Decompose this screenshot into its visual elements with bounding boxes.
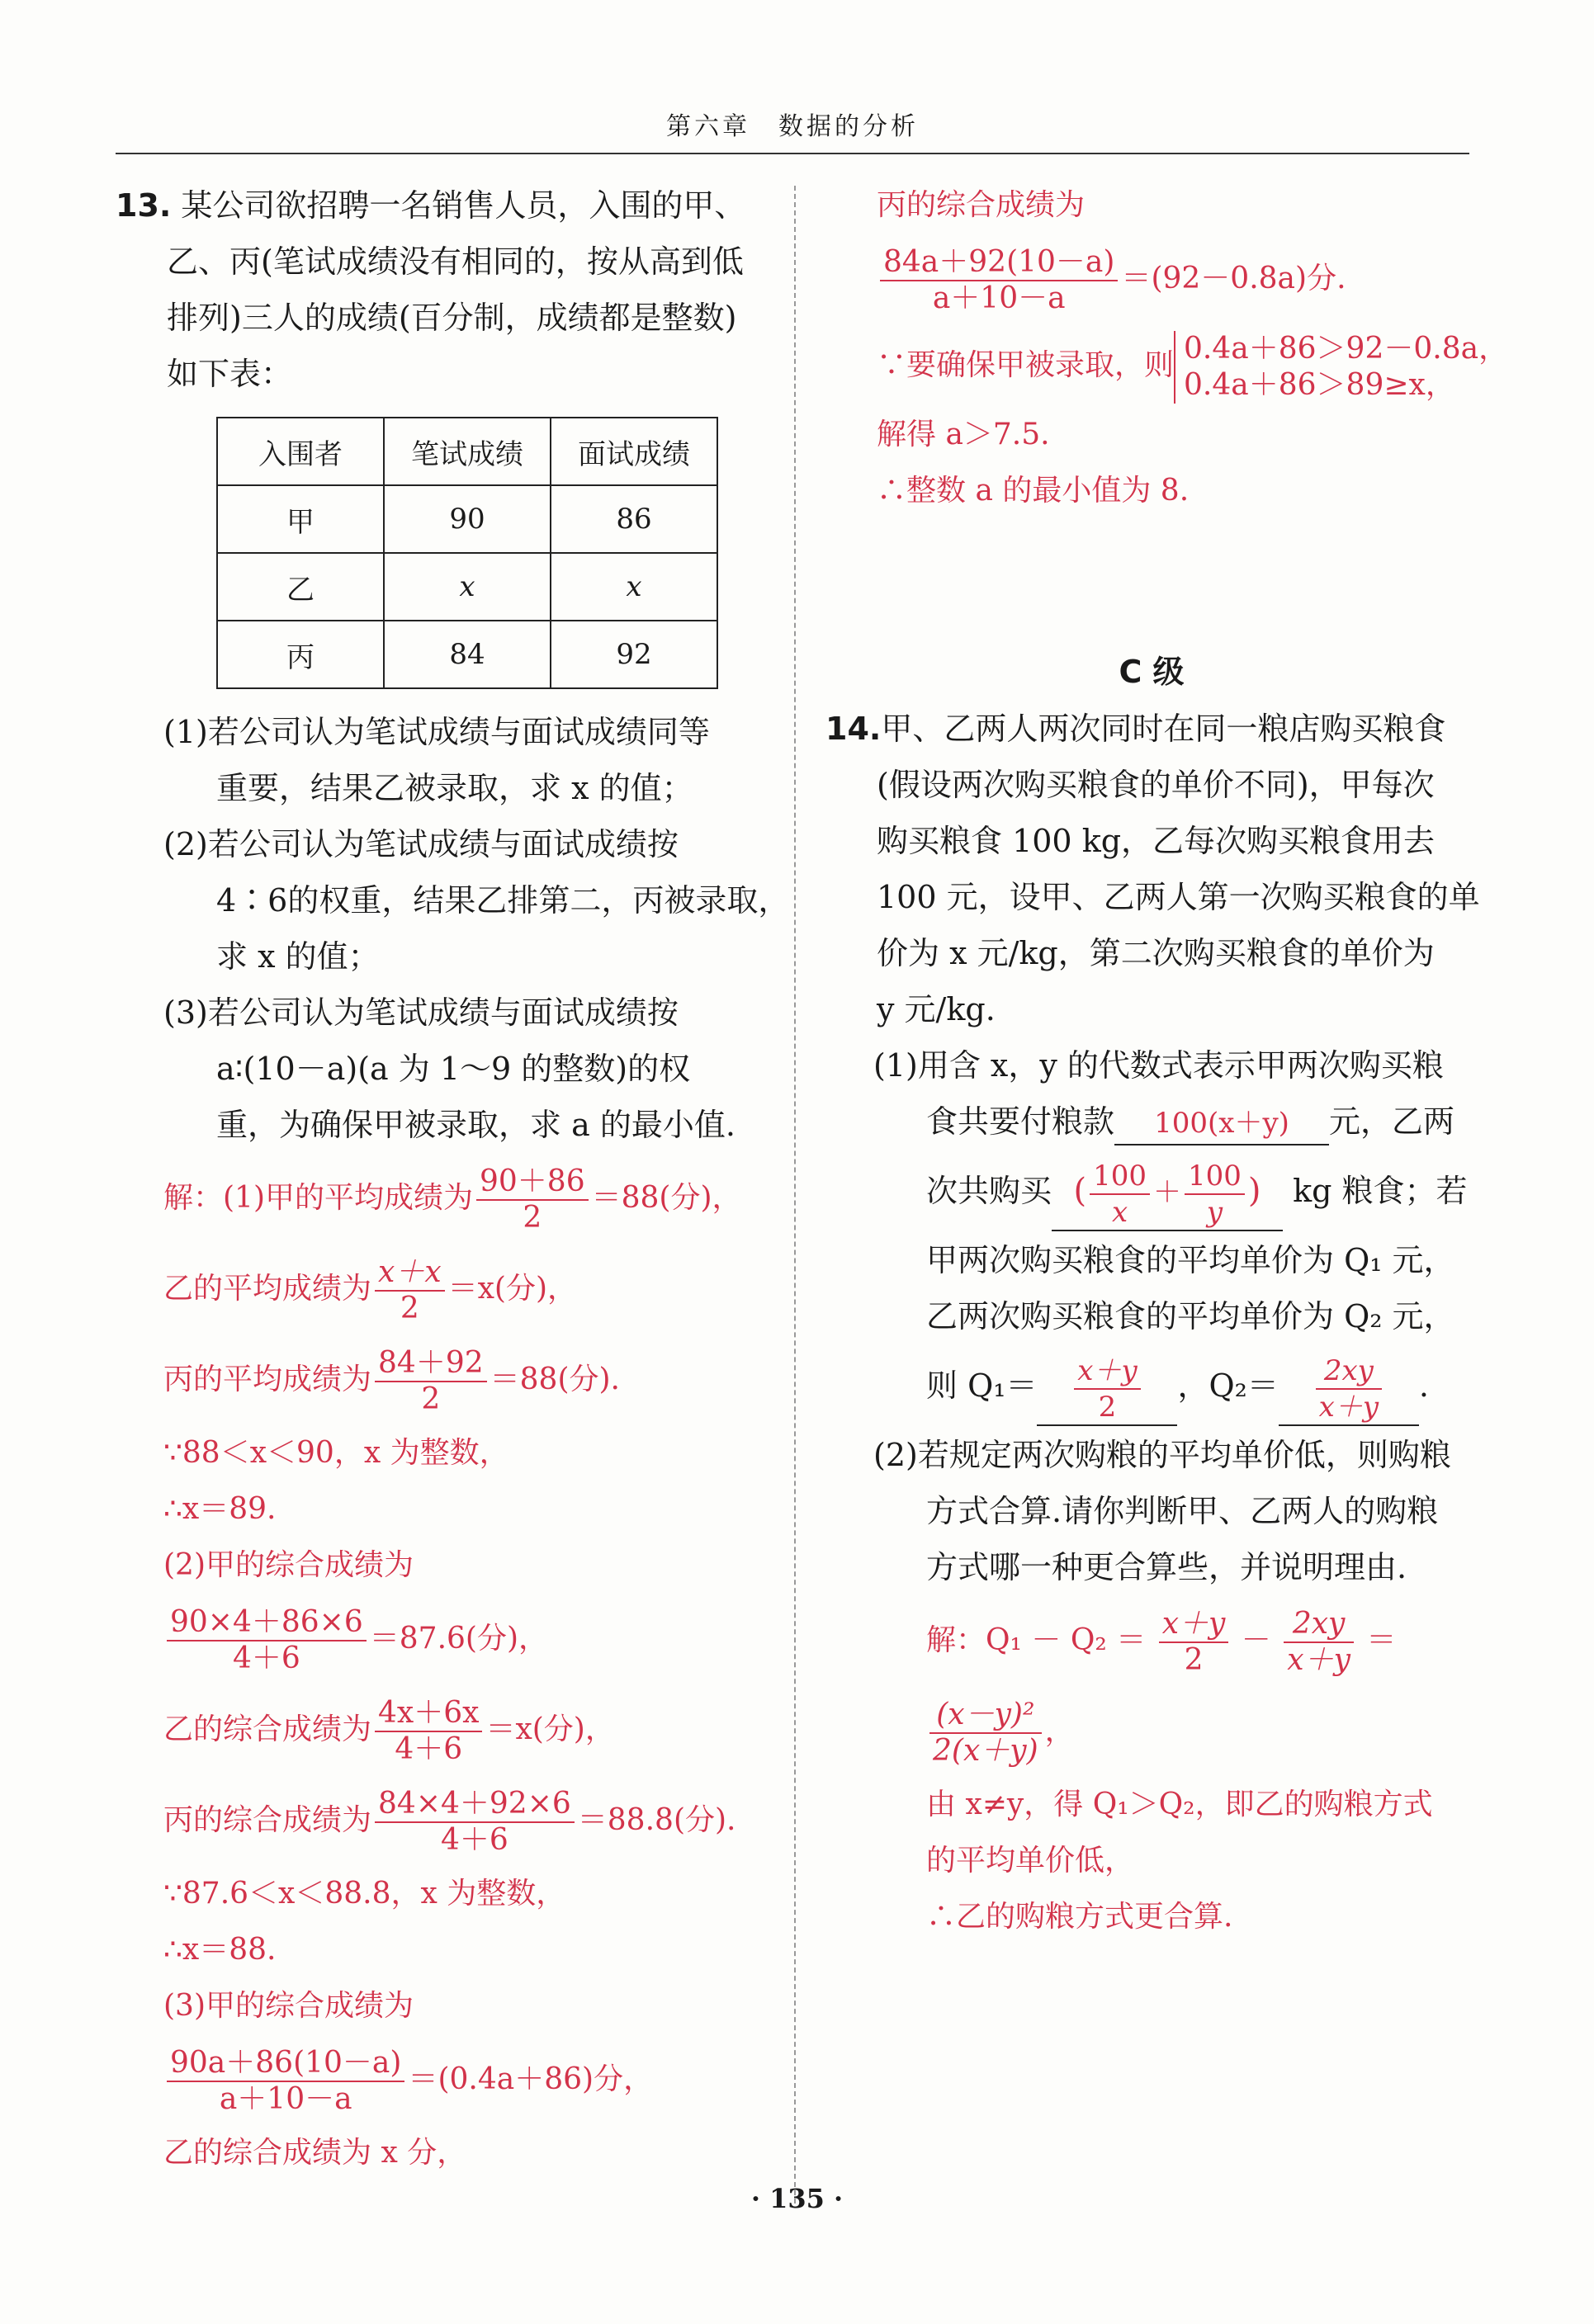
score-table xyxy=(216,417,718,689)
q14-stem-line-3: 购买粮食 100 kg，乙每次购买粮食用去 xyxy=(877,823,1436,859)
table-row xyxy=(217,553,717,621)
table-cell: 丙 xyxy=(217,621,384,688)
section-heading: C 级 xyxy=(1119,654,1185,690)
table-header: 面试成绩 xyxy=(551,418,717,485)
solution-line: (3)甲的综合成绩为 xyxy=(163,1989,414,2023)
table-cell: x xyxy=(551,553,717,621)
solution-line: (2)甲的综合成绩为 xyxy=(163,1548,414,1582)
chapter-header: 第六章 数据的分析 xyxy=(666,112,919,141)
fraction: $\frac{84a+92(10-a)}{a+10-a}$ xyxy=(880,245,1118,316)
solution-line: 乙的平均成绩为 $\frac{x+x}{2}$ ＝x(分)， xyxy=(163,1255,578,1325)
q14-stem-line-5: 价为 x 元/kg，第二次购买粮食的单价为 xyxy=(877,935,1435,971)
q13-stem-line-2: 乙、丙(笔试成绩没有相同的，按从高到低 xyxy=(167,243,744,280)
right-column xyxy=(825,177,1509,1945)
solution-line: 丙的综合成绩为 $\frac{84\times 4+92\times 6}{4+6}$ ＝88.8(分). xyxy=(163,1787,736,1857)
table-cell: 84 xyxy=(384,621,551,688)
solution-line: 解得 a＞7.5. xyxy=(877,418,1050,451)
solution-line: ∴整数 a 的最小值为 8. xyxy=(877,474,1190,508)
table-cell: 92 xyxy=(551,621,717,688)
q13-part2-line-3: 求 x 的值； xyxy=(216,938,380,975)
table-row xyxy=(217,621,717,688)
answer-blank: $\frac{x+y}{2}$ xyxy=(1037,1353,1177,1426)
q14-part2-line-2: 方式合算.请你判断甲、乙两人的购粮 xyxy=(926,1493,1439,1529)
q14-part1-line-5: 乙两次购买粮食的平均单价为 Q₂ 元， xyxy=(926,1298,1455,1334)
fraction: $\frac{90+86}{2}$ xyxy=(476,1164,589,1235)
q14-stem-line-4: 100 元，设甲、乙两人第一次购买粮食的单 xyxy=(877,879,1480,915)
solution-line: 丙的平均成绩为 $\frac{84+92}{2}$ ＝88(分). xyxy=(163,1346,620,1416)
solution-line: ∵88＜x＜90，x 为整数， xyxy=(163,1436,509,1470)
solution-line: 丙的综合成绩为 xyxy=(877,188,1086,222)
table-header: 入围者 xyxy=(217,418,384,485)
q14-stem-line-2: (假设两次购买粮食的单价不同)，甲每次 xyxy=(877,767,1435,803)
table-cell: 90 xyxy=(384,485,551,553)
fraction: $\frac{x+x}{2}$ xyxy=(375,1255,445,1326)
q13-part1-line-2: 重要，结果乙被录取，求 x 的值； xyxy=(216,770,693,806)
table-header: 笔试成绩 xyxy=(384,418,551,485)
answer-blank: 100(x＋y) xyxy=(1114,1103,1329,1145)
header-rule xyxy=(116,153,1469,154)
solution-line: 解：(1)甲的平均成绩为 $\frac{90+86}{2}$ ＝88(分)， xyxy=(163,1164,742,1235)
q14-part1-line-4: 甲两次购买粮食的平均单价为 Q₁ 元， xyxy=(926,1242,1455,1278)
q13-part2-line-2: 4∶6的权重，结果乙排第二，丙被录取， xyxy=(216,882,790,919)
table-cell: 甲 xyxy=(217,485,384,553)
q13-part3-line-3: 重，为确保甲被录取，求 a 的最小值. xyxy=(216,1107,736,1143)
table-cell: 86 xyxy=(551,485,717,553)
solution-line: 乙的综合成绩为 x 分， xyxy=(163,2136,467,2170)
table-row xyxy=(217,485,717,553)
q14-stem-line-1: 14.甲、乙两人两次同时在同一粮店购买粮食 xyxy=(825,711,1446,747)
q13-part3-line-2: a∶(10－a)(a 为 1～9 的整数)的权 xyxy=(216,1051,691,1087)
solution-line: ∴乙的购粮方式更合算. xyxy=(926,1900,1233,1934)
fraction: $\frac{84+92}{2}$ xyxy=(375,1346,487,1417)
solution-line: $\frac{90a+86(10-a)}{a+10-a}$ ＝(0.4a＋86)分， xyxy=(116,2034,768,2125)
q14-part2-line-3: 方式哪一种更合算些，并说明理由. xyxy=(926,1549,1407,1585)
solution-line: ∴x＝89. xyxy=(163,1492,277,1526)
left-column xyxy=(116,177,790,2181)
solution-line: 由 x≠y，得 Q₁＞Q₂，即乙的购粮方式 xyxy=(926,1788,1433,1821)
table-cell: x xyxy=(384,553,551,621)
q13-stem-line-4: 如下表： xyxy=(167,356,293,392)
page-number: · 135 · xyxy=(750,2183,844,2214)
q14-part1-line-2: 食共要付粮款 100(x＋y) 元，乙两 xyxy=(825,1094,1478,1150)
solution-line: $\frac{90\times 4+86\times 6}{4+6}$ ＝87.6(分)， xyxy=(116,1594,768,1684)
q13-stem-line-1: 13. 某公司欲招聘一名销售人员，入围的甲、 xyxy=(116,187,746,224)
q13-part2-line-1: (2)若公司认为笔试成绩与面试成绩按 xyxy=(163,826,679,862)
q14-stem-line-6: y 元/kg. xyxy=(877,991,996,1027)
q14-part1-line-1: (1)用含 x，y 的代数式表示甲两次购买粮 xyxy=(873,1047,1444,1084)
q14-part2-line-1: (2)若规定两次购粮的平均单价低，则购粮 xyxy=(873,1437,1451,1473)
fraction: $\frac{90a+86(10-a)}{a+10-a}$ xyxy=(167,2046,404,2117)
solution-line: 乙的综合成绩为 $\frac{4x+6x}{4+6}$ ＝x(分)， xyxy=(163,1696,615,1766)
solution-line: 的平均单价低， xyxy=(926,1844,1135,1878)
solution-line: $\frac{84a+92(10-a)}{a+10-a}$ ＝(92－0.8a)分. xyxy=(825,234,1478,324)
solution-line: ∵要确保甲被录取，则 0.4a＋86＞92－0.8a， 0.4a＋86＞89≥x， xyxy=(877,332,1509,402)
column-divider xyxy=(794,186,796,2204)
system-brace: 0.4a＋86＞92－0.8a， 0.4a＋86＞89≥x， xyxy=(1174,331,1508,404)
solution-line: $\frac{\text{(x－y)²}}{2(x+y)}$ ， xyxy=(825,1686,1478,1777)
solution-line: ∵87.6＜x＜88.8，x 为整数， xyxy=(163,1877,566,1911)
table-cell: 乙 xyxy=(217,553,384,621)
q14-number: 14. xyxy=(825,711,882,747)
table-header-row xyxy=(217,418,717,485)
fraction: $\frac{4x+6x}{4+6}$ xyxy=(375,1696,482,1767)
q13-number: 13. xyxy=(116,187,172,224)
answer-blank: $\frac{2xy}{x+y}$ xyxy=(1279,1353,1419,1426)
q13-part1-line-1: (1)若公司认为笔试成绩与面试成绩同等 xyxy=(163,714,710,750)
q14-part1-line-3: 次共购买 ( $\frac{100}{x}$ ＋ $\frac{100}{y}$ ) kg 粮食；若 xyxy=(825,1150,1478,1232)
solution-line: 解：Q₁ － Q₂ ＝ $\frac{x+y}{2}$ － $\frac{2xy}{x+y}$ ＝ xyxy=(926,1607,1397,1677)
q13-stem-line-3: 排列)三人的成绩(百分制，成绩都是整数) xyxy=(167,300,737,336)
solution-line: ∴x＝88. xyxy=(163,1933,277,1967)
fraction: $\frac{90\times 4+86\times 6}{4+6}$ xyxy=(167,1605,367,1676)
answer-blank: ( $\frac{100}{x}$ ＋ $\frac{100}{y}$ ) xyxy=(1052,1159,1283,1231)
fraction: $\frac{84\times 4+92\times 6}{4+6}$ xyxy=(375,1787,575,1858)
q14-part1-line-6: 则 Q₁＝ $\frac{x+y}{2}$ ，Q₂＝ $\frac{2xy}{x+y}$ . xyxy=(825,1344,1478,1427)
q13-part3-line-1: (3)若公司认为笔试成绩与面试成绩按 xyxy=(163,994,679,1031)
